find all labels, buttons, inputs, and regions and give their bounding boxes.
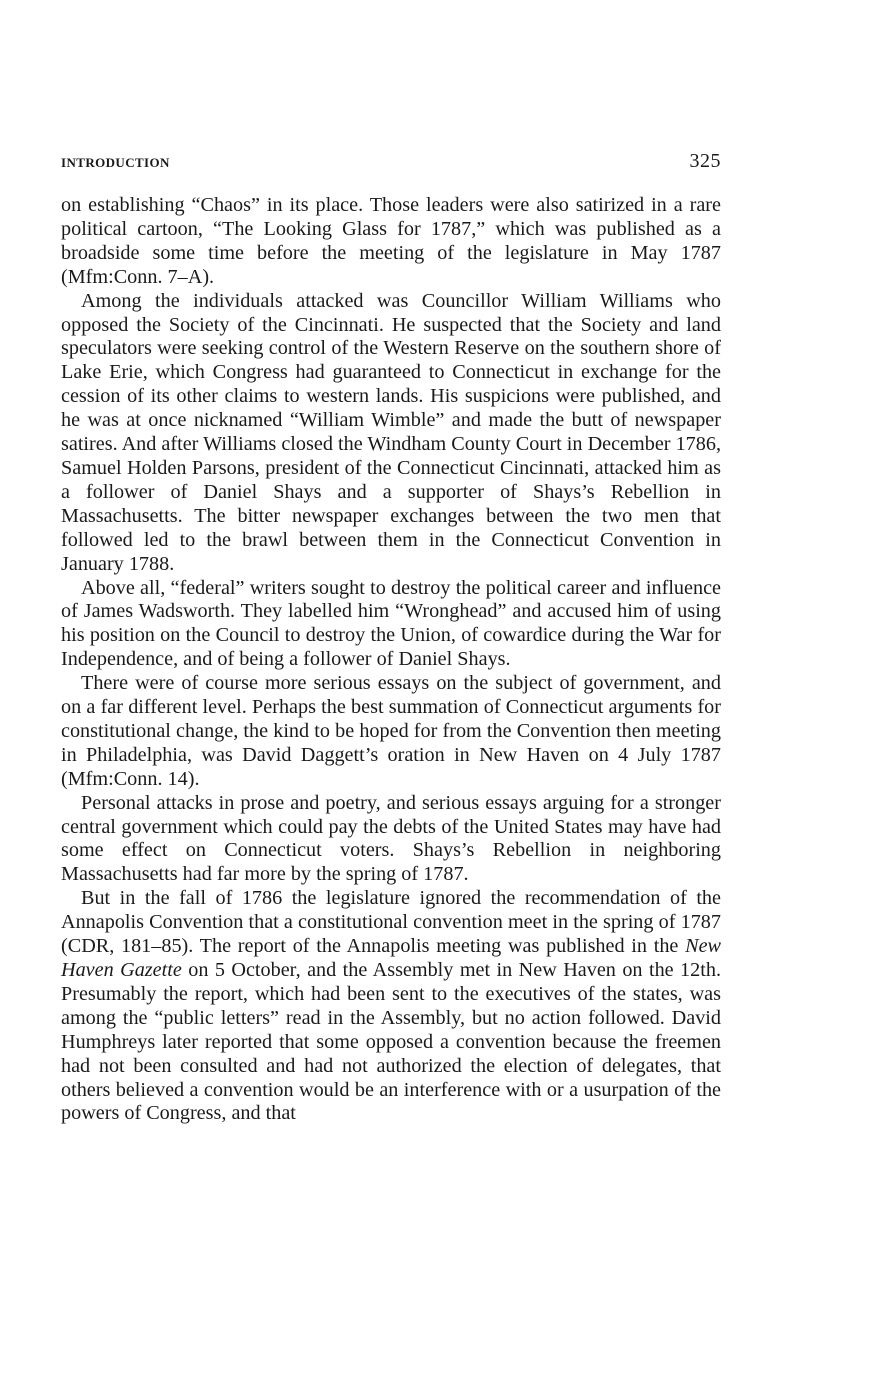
paragraph-text: But in the fall of 1786 the legislature ignored the recommendation of the Annapolis Convention that a constitutional convention meet in the spring of 1787 (CDR, 181–85). The report of the Annapolis meeting was published in the (61, 887, 721, 958)
paragraph: Personal attacks in prose and poetry, and serious essays arguing for a stronger central government which could pay the debts of the United States may have had some effect on Connecticut voters. Shays’s Rebellion in neighboring Massachusetts had far more by the spring of 1787. (61, 791, 721, 886)
paragraph (61, 887, 721, 1126)
paragraph: Above all, “federal” writers sought to destroy the political career and influence of James Wadsworth. They labelled him “Wronghead” and accused him of using his position on the Council to destroy the Union, of cowardice during the War for Independence, and of being a follower of Daniel Shays. (61, 576, 721, 671)
paragraph-text: on 5 October, and the Assembly met in New Haven on the 12th. Presumably the report, which had been sent to the executives of the states, was among the “public letters” read in the Assembly, but no action followed. David Humphreys later reported that some opposed a convention because the freemen had not been consulted and had not authorized the election of delegates, that others believed a convention would be an interference with or a usurpation of the powers of Congress, and that (61, 959, 721, 1125)
body-text (61, 194, 721, 1126)
running-head: INTRODUCTION (61, 155, 170, 170)
document-page (61, 150, 721, 1126)
paragraph: on establishing “Chaos” in its place. Those leaders were also satirized in a rare political cartoon, “The Looking Glass for 1787,” which was published as a broadside some time before the meeting of the legislature in May 1787 (Mfm:Conn. 7–A). (61, 194, 721, 288)
paragraph: Among the individuals attacked was Councillor William Williams who opposed the Society of the Cincinnati. He suspected that the Society and land speculators were seeking control of the Western Reserve on the southern shore of Lake Erie, which Congress had guaranteed to Connecticut in exchange for the cession of its other claims to western lands. His suspicions were published, and he was at once nicknamed “William Wimble” and made the butt of newspaper satires. And after Williams closed the Windham County Court in December 1786, Samuel Holden Parsons, president of the Connecticut Cincinnati, attacked him as a follower of Daniel Shays and a supporter of Shays’s Rebellion in Massachusetts. The bitter newspaper exchanges between the two men that followed led to the brawl between them in the Connecticut Convention in January 1788. (61, 289, 721, 575)
page-number: 325 (689, 150, 721, 172)
newspaper-title: New Haven Gazette (61, 935, 721, 981)
page-header (61, 150, 721, 176)
paragraph: There were of course more serious essays on the subject of government, and on a far different level. Perhaps the best summation of Connecticut arguments for constitutional change, the kind to be hoped for from the Convention then meeting in Philadelphia, was David Daggett’s oration in New Haven on 4 July 1787 (Mfm:Conn. 14). (61, 672, 721, 790)
